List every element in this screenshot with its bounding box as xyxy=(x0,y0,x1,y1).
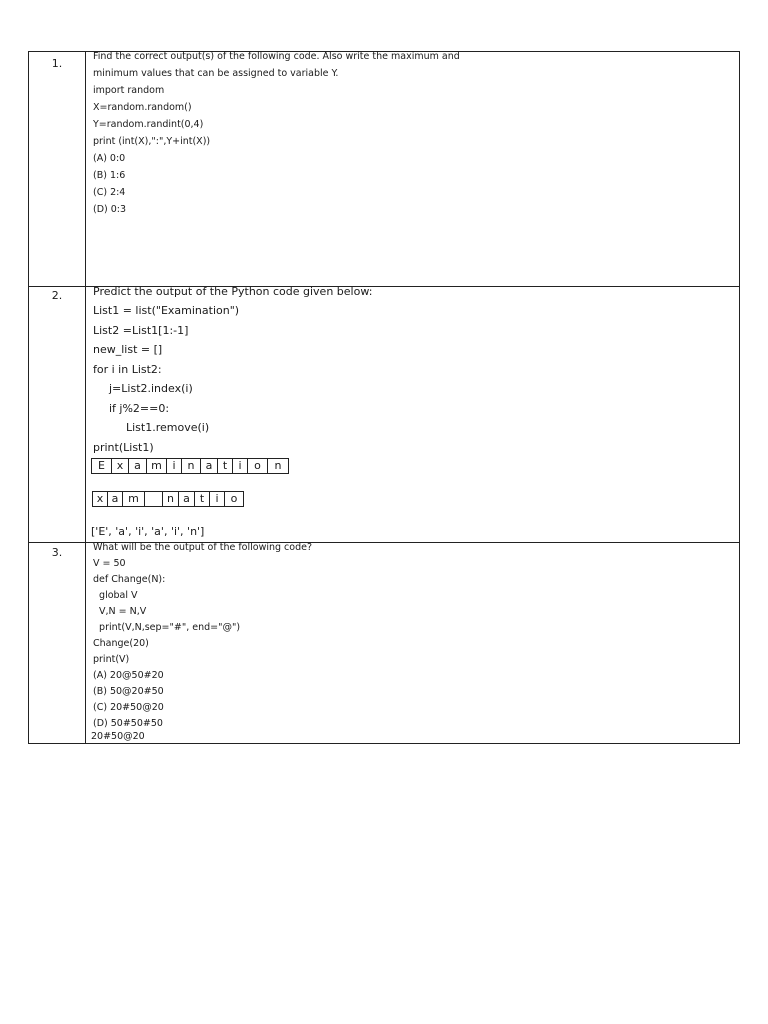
code-line: print(V,N,sep="#", end="@") xyxy=(93,622,241,633)
letter-box: x xyxy=(93,492,108,506)
answer-text: ['E', 'a', 'i', 'a', 'i', 'n'] xyxy=(91,525,205,538)
letter-boxes-partial xyxy=(92,491,244,507)
question-text-line: minimum values that can be assigned to variable Y. xyxy=(93,68,339,79)
letter-box: E xyxy=(92,459,112,473)
code-line: for i in List2: xyxy=(93,363,162,376)
code-line: Change(20) xyxy=(93,638,149,649)
letter-boxes-full xyxy=(91,458,289,474)
letter-box: x xyxy=(112,459,129,473)
letter-box: n xyxy=(182,459,201,473)
question-number: 2. xyxy=(51,289,63,302)
letter-box: o xyxy=(248,459,268,473)
option-line: (D) 0:3 xyxy=(93,204,127,215)
letter-box: n xyxy=(162,492,179,506)
code-line: new_list = [] xyxy=(93,343,163,356)
option-line: (C) 2:4 xyxy=(93,187,126,198)
letter-box: a xyxy=(129,459,147,473)
code-line: global V xyxy=(93,590,138,601)
code-line: X=random.random() xyxy=(93,102,192,113)
option-line: (A) 20@50#20 xyxy=(93,670,164,681)
code-line: Y=random.randint(0,4) xyxy=(93,119,204,130)
column-divider xyxy=(85,52,86,743)
letter-box: t xyxy=(218,459,233,473)
answer-text: 20#50@20 xyxy=(91,731,145,742)
questions-table xyxy=(28,51,740,744)
question-text-line: Predict the output of the Python code given below: xyxy=(93,285,373,298)
code-line: List1 = list("Examination") xyxy=(93,304,240,317)
letter-box: i xyxy=(167,459,182,473)
option-line: (D) 50#50#50 xyxy=(93,718,163,729)
letter-box: t xyxy=(195,492,210,506)
letter-box-empty xyxy=(145,492,162,506)
option-line: (C) 20#50@20 xyxy=(93,702,164,713)
option-line: (B) 50@20#50 xyxy=(93,686,164,697)
code-line: print(List1) xyxy=(93,441,154,454)
code-line: if j%2==0: xyxy=(109,402,170,415)
code-line: List2 =List1[1:-1] xyxy=(93,324,189,337)
letter-box: m xyxy=(147,459,167,473)
code-line: V,N = N,V xyxy=(93,606,147,617)
letter-box: i xyxy=(233,459,248,473)
code-line: List1.remove(i) xyxy=(126,421,210,434)
code-line: j=List2.index(i) xyxy=(109,382,193,395)
letter-box: a xyxy=(108,492,123,506)
code-line: import random xyxy=(93,85,165,96)
code-line: print(V) xyxy=(93,654,130,665)
letter-box: a xyxy=(201,459,218,473)
question-text-line: What will be the output of the following code? xyxy=(93,542,313,553)
code-line: print (int(X),":",Y+int(X)) xyxy=(93,136,211,147)
code-line: def Change(N): xyxy=(93,574,166,585)
option-line: (A) 0:0 xyxy=(93,153,126,164)
letter-box: n xyxy=(274,459,282,472)
letter-box: i xyxy=(210,492,225,506)
question-number: 3. xyxy=(51,546,63,559)
letter-box: m xyxy=(123,492,145,506)
letter-box: a xyxy=(179,492,195,506)
letter-box: o xyxy=(230,492,238,505)
option-line: (B) 1:6 xyxy=(93,170,126,181)
question-number: 1. xyxy=(51,57,63,70)
code-line: V = 50 xyxy=(93,558,126,569)
question-text-line: Find the correct output(s) of the following code. Also write the maximum and xyxy=(93,51,460,62)
